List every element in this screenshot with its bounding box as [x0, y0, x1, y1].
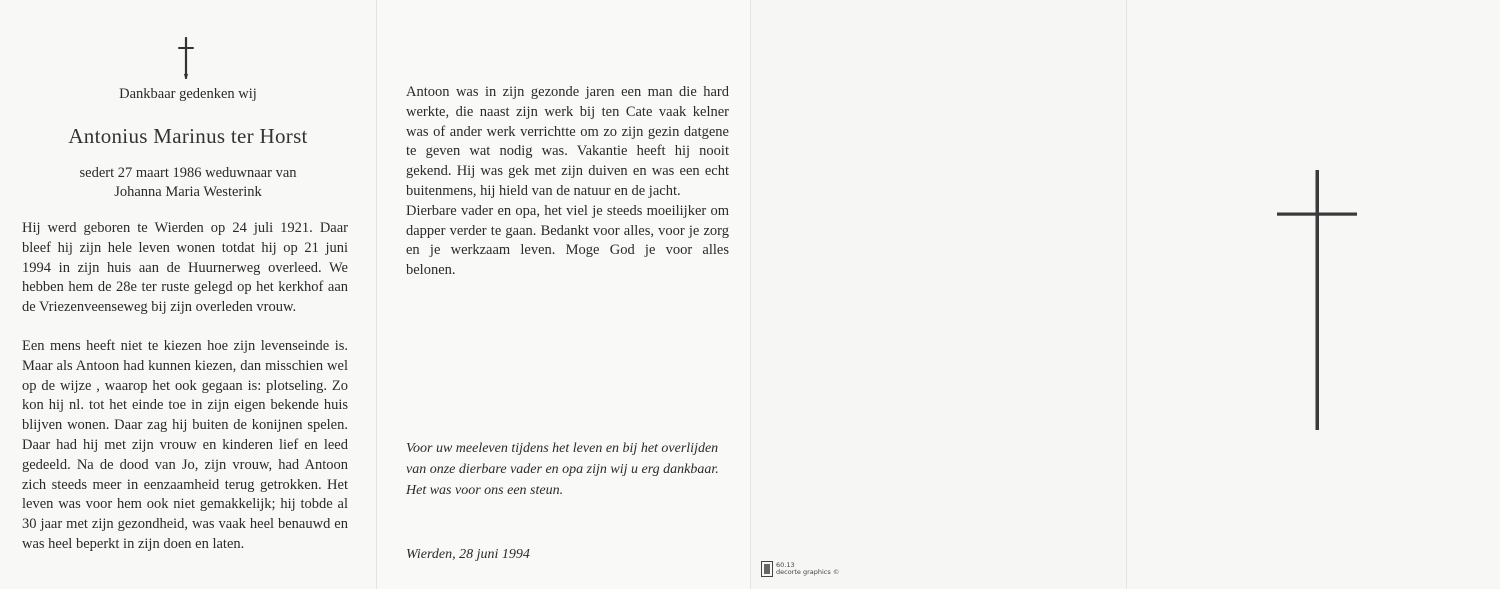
- paragraph-work: [406, 83, 729, 281]
- printer-logo-icon: [761, 561, 773, 577]
- printer-text: [776, 562, 839, 576]
- widow-line-2: Johanna Maria Westerink: [114, 183, 262, 200]
- fold-line-2: [750, 0, 751, 589]
- large-cross-icon: [1277, 170, 1357, 430]
- printer-code: 60.13: [776, 561, 795, 569]
- paragraph-birth: Hij werd geboren te Wierden op 24 juli 1921. Daar bleef hij zijn hele leven wonen totdat hij op 21 juni 1994 in zijn huis aan de Huurnerweg overleed. We hebben hem de 28e ter ruste gelegd op het kerkhof aan de Vriezenveenseweg bij zijn overleden vrouw.: [22, 220, 348, 316]
- printer-logo: [761, 561, 839, 577]
- deceased-name: Antonius Marinus ter Horst: [68, 124, 308, 148]
- place-date: Wierden, 28 juni 1994: [406, 547, 530, 562]
- paragraph-life: Een mens heeft niet te kiezen hoe zijn levenseinde is. Maar als Antoon had kunnen kiezen, dan misschien wel op de wijze , waarop het ook gegaan is: plotseling. Zo kon hij nl. tot het einde toe in zijn eigen bekende huis blijven wonen. Daar zag hij buiten de konijnen spelen. Daar had hij met zijn vrouw en kinderen lief en leed gedeeld. Na de dood van Jo, zijn vrouw, had Antoon zich steeds meer in eenzaamheid terug getrokken. Het leven was voor hem ook niet gemakkelijk; hij tobde al 30 jaar met zijn gezondheid, was vaak heel benauwd en was heel beperkt in zijn doen en laten.: [22, 338, 348, 552]
- thanks-note: Voor uw meeleven tijdens het leven en bij het overlijden van onze dierbare vader en opa zijn wij u erg dankbaar. Het was voor ons een steun.: [406, 441, 719, 498]
- paragraph-work-text: Antoon was in zijn gezonde jaren een man die hard werkte, die naast zijn werk bij ten Cate vaak kelner was of ander werk verrichtte om zo zijn gezin datgene te geven wat nodig was. Vakantie heeft hij nooit gekend. Hij was gek met zijn duiven en was een echt buitenmens, hij hield van de natuur en de jacht.: [406, 84, 729, 199]
- widow-line: [0, 164, 376, 201]
- printer-name: decorte graphics ©: [776, 568, 840, 576]
- widow-line-1: sedert 27 maart 1986 weduwnaar van: [79, 165, 297, 181]
- panel-left: [0, 0, 376, 589]
- paragraph-farewell: Dierbare vader en opa, het viel je steeds moeilijker om dapper verder te gaan. Bedankt voor alles, voor je zorg en je werkzaam leven. Moge God je voor alles belonen.: [406, 202, 729, 279]
- heading-thanks: Dankbaar gedenken wij: [119, 86, 257, 102]
- fold-line-1: [376, 0, 377, 589]
- fold-line-3: [1126, 0, 1127, 589]
- small-cross-icon: [178, 37, 194, 79]
- panel-inner-right: [750, 0, 1126, 589]
